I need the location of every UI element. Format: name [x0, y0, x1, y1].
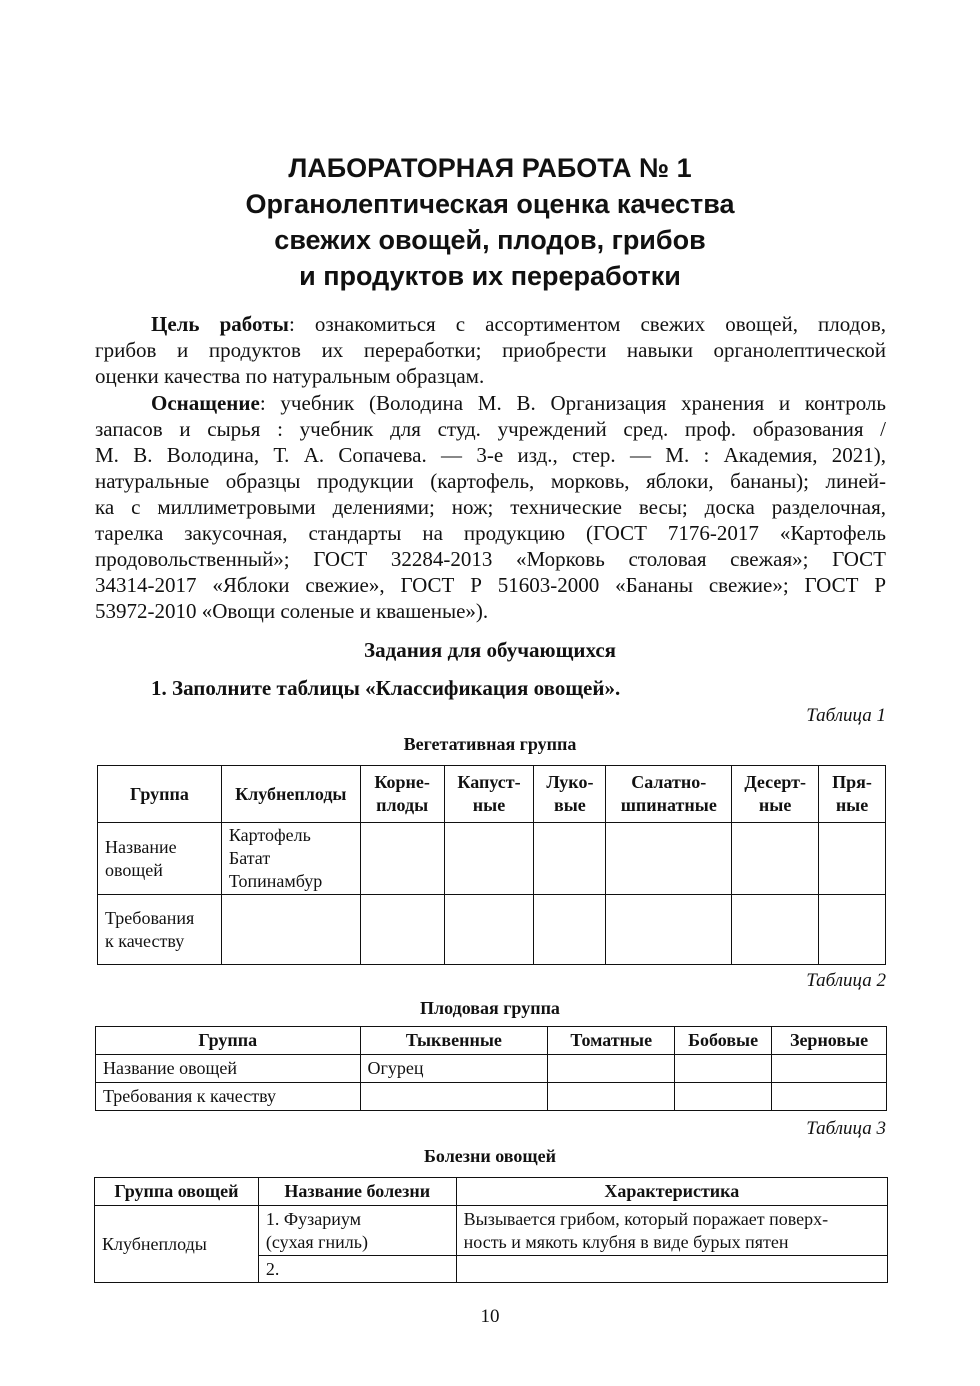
table-header-cell: Группа — [98, 766, 222, 823]
goal-line-3: оценки качества по натуральным образцам. — [95, 364, 485, 388]
equipment-line-2: запасов и сырья : учебник для студ. учреждений сред. проф. образования / — [95, 417, 886, 441]
table-row — [95, 1206, 888, 1256]
table-header-cell: Название болезни — [258, 1178, 456, 1206]
table-cell — [444, 823, 534, 895]
table-cell — [732, 823, 819, 895]
table-cell — [819, 895, 886, 965]
table-header-cell: Группа — [96, 1027, 361, 1055]
table1-number: Таблица 1 — [806, 705, 886, 726]
table2-number: Таблица 2 — [806, 970, 886, 991]
goal-line-1: : ознакомиться с ассортиментом свежих овощей, плодов, — [288, 312, 886, 336]
table-cell: Название овощей — [96, 1055, 361, 1083]
table-vegetable-diseases — [94, 1177, 888, 1283]
goal-paragraph — [95, 311, 886, 389]
table-cell — [732, 895, 819, 965]
table-header-cell: Характеристика — [456, 1178, 887, 1206]
table-header-row — [96, 1027, 887, 1055]
table-cell: Картофель Батат Топинамбур — [221, 823, 360, 895]
table-cell — [606, 895, 732, 965]
table-header-cell: Клубнеплоды — [221, 766, 360, 823]
title-line-3: свежих овощей, плодов, грибов — [274, 225, 706, 255]
equipment-line-9: 53972-2010 «Овощи соленые и квашеные»). — [95, 599, 489, 623]
equipment-paragraph — [95, 390, 886, 624]
table-row — [96, 1083, 887, 1111]
page-title — [95, 150, 885, 294]
table-vegetative-group — [97, 765, 886, 965]
table-header-cell: Группа овощей — [95, 1178, 259, 1206]
page-number: 10 — [480, 1306, 500, 1327]
task-1: 1. Заполните таблицы «Классификация овощей». — [151, 676, 621, 700]
title-line-1: ЛАБОРАТОРНАЯ РАБОТА № 1 — [288, 153, 692, 183]
title-line-2: Органолептическая оценка качества — [245, 189, 735, 219]
goal-line-2: грибов и продуктов их переработки; приобрести навыки органолептической — [95, 338, 886, 362]
table-header-cell: Капуст- ные — [444, 766, 534, 823]
tasks-heading: Задания для обучающихся — [363, 638, 617, 662]
table-cell — [819, 823, 886, 895]
table-row — [98, 895, 886, 965]
table-cell — [675, 1083, 772, 1111]
table-cell — [606, 823, 732, 895]
table-row — [96, 1055, 887, 1083]
table-cell — [548, 1055, 675, 1083]
table-cell — [675, 1055, 772, 1083]
table-cell — [772, 1083, 887, 1111]
equipment-line-5: ка с миллиметровыми делениями; нож; технические весы; доска разделочная, — [95, 495, 886, 519]
table-cell — [360, 895, 444, 965]
table-header-cell: Бобовые — [675, 1027, 772, 1055]
table-header-cell: Тыквенные — [360, 1027, 548, 1055]
goal-label: Цель работы — [151, 312, 289, 336]
table-header-cell: Десерт- ные — [732, 766, 819, 823]
table-cell: Требования к качеству — [98, 895, 222, 965]
table-cell — [772, 1055, 887, 1083]
table-header-cell: Томатные — [548, 1027, 675, 1055]
equipment-line-3: М. В. Володина, Т. А. Сопачева. — 3-е изд., стер. — М. : Академия, 2021), — [95, 443, 886, 467]
equipment-line-6: тарелка закусочная, стандарты на продукцию (ГОСТ 7176-2017 «Картофель — [95, 521, 886, 545]
table-cell — [534, 895, 606, 965]
table3-title: Болезни овощей — [424, 1146, 556, 1166]
table-cell: Требования к качеству — [96, 1083, 361, 1111]
table-header-row — [95, 1178, 888, 1206]
table-cell: 2. — [258, 1256, 456, 1283]
table-cell: Название овощей — [98, 823, 222, 895]
table-row — [98, 823, 886, 895]
table-cell-group: Клубнеплоды — [95, 1206, 259, 1283]
table-cell: 1. Фузариум (сухая гниль) — [258, 1206, 456, 1256]
table-cell — [360, 823, 444, 895]
equipment-line-8: 34314-2017 «Яблоки свежие», ГОСТ Р 51603-2000 «Бананы свежие»; ГОСТ Р — [95, 573, 886, 597]
title-line-4: и продуктов их переработки — [299, 261, 681, 291]
equipment-line-4: натуральные образцы продукции (картофель, морковь, яблоки, бананы); линей- — [95, 469, 886, 493]
table-cell — [456, 1256, 887, 1283]
table-cell: Огурец — [360, 1055, 548, 1083]
equipment-line-7: продовольственный»; ГОСТ 32284-2013 «Морковь столовая свежая»; ГОСТ — [95, 547, 886, 571]
table-header-cell: Пря- ные — [819, 766, 886, 823]
table-cell — [548, 1083, 675, 1111]
table-cell: Вызывается грибом, который поражает поверх- ность и мякоть клубня в виде бурых пятен — [456, 1206, 887, 1256]
equipment-line-1: : учебник (Володина М. В. Организация хранения и контроль — [259, 391, 886, 415]
table3-number: Таблица 3 — [806, 1118, 886, 1139]
table1-title: Вегетативная группа — [403, 734, 577, 754]
equipment-label: Оснащение — [151, 391, 260, 415]
table-cell — [444, 895, 534, 965]
table-cell — [221, 895, 360, 965]
table-header-cell: Корне- плоды — [360, 766, 444, 823]
table-cell — [534, 823, 606, 895]
table-header-cell: Зерновые — [772, 1027, 887, 1055]
table-header-cell: Луко- вые — [534, 766, 606, 823]
table2-title: Плодовая группа — [420, 998, 560, 1018]
table-fruit-group — [95, 1026, 887, 1111]
table-header-row — [98, 766, 886, 823]
table-cell — [360, 1083, 548, 1111]
table-header-cell: Салатно- шпинатные — [606, 766, 732, 823]
